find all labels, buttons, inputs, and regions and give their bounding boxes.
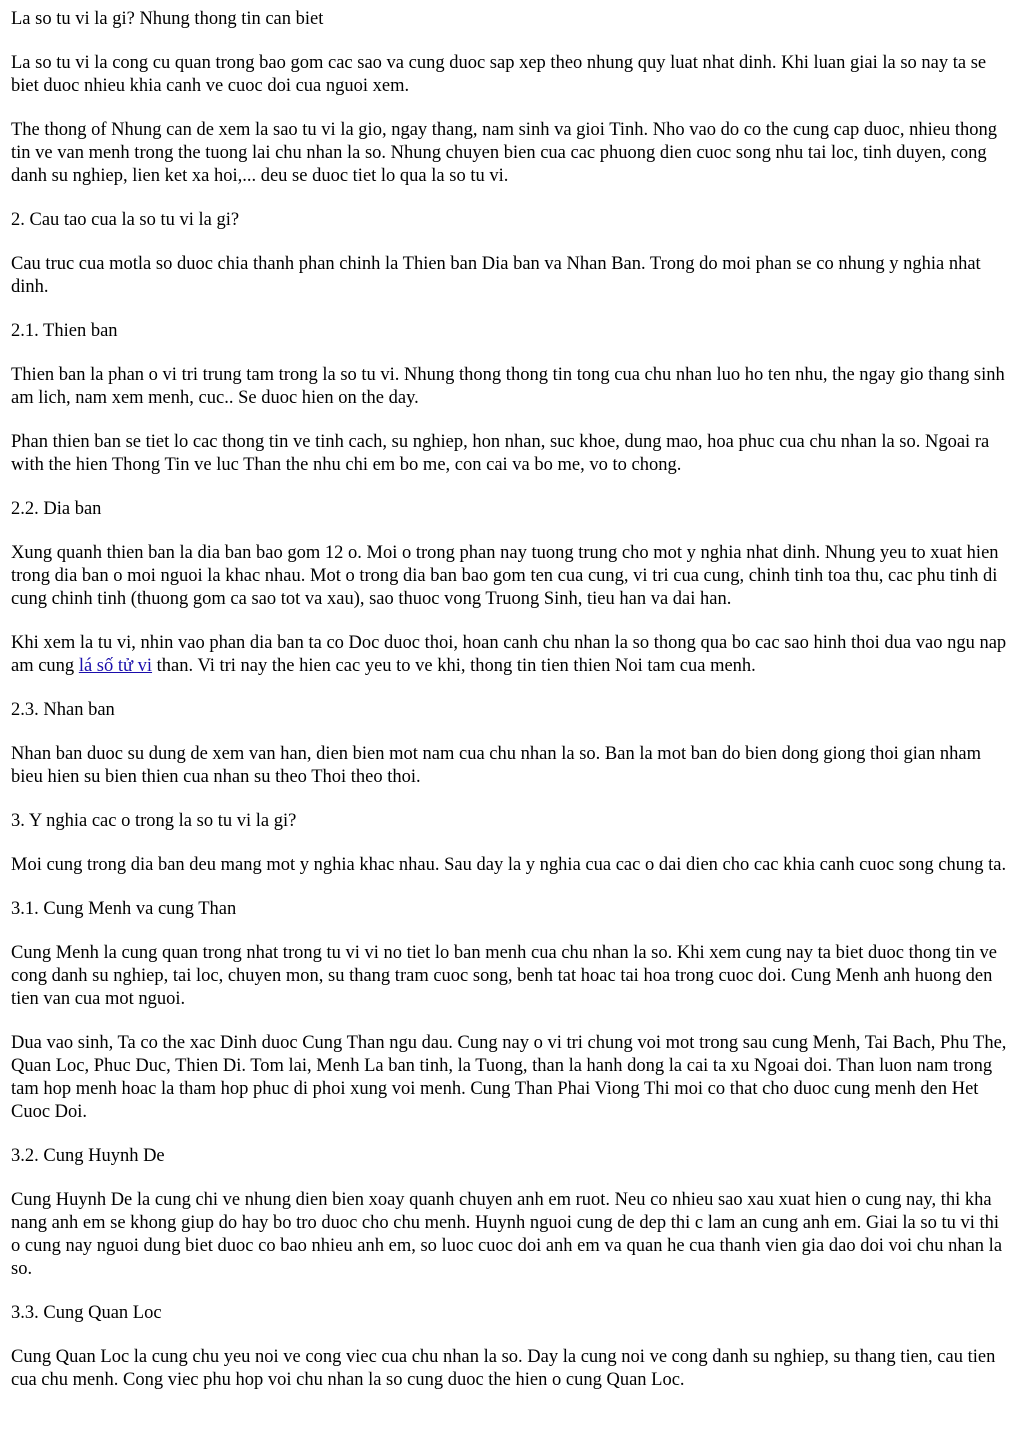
paragraph-info: The thong of Nhung can de xem la sao tu vi la gio, ngay thang, nam sinh va gioi Tinh. Nho vao do co the cung cap duoc, nhieu thong tin ve van menh trong the tuong lai chu nhan la so. Nhung chuyen bien cua cac phuong dien cuoc song nhu tai loc, tinh duyen, cong danh su nghiep, lien ket xa hoi,... deu se duoc tiet lo qua la so tu vi.	[11, 120, 997, 186]
paragraph-text: Khi xem la tu vi, nhin vao phan dia ban ta co Doc duoc thoi, hoan canh chu nhan la so thong qua bo cac sao hinh thoi dua vao ngu nap am cung	[11, 633, 1007, 676]
paragraph-cung-menh-2: Dua vao sinh, Ta co the xac Dinh duoc Cung Than ngu dau. Cung nay o vi tri chung voi mot trong sau cung Menh, Tai Bach, Phu The, Quan Loc, Phuc Duc, Thien Di. Tom lai, Menh La ban tinh, la Tuong, than la hanh dong la cai ta xu Ngoai doi. Than luon nam trong tam hop menh hoac la tham hop phuc di phoi xung voi menh. Cung Than Phai Viong Thi moi co that cho duoc cung menh den Het Cuoc Doi.	[11, 1033, 1007, 1122]
paragraph-text: than. Vi tri nay the hien cac yeu to ve khi, thong tin tien thien Noi tam cua menh.	[152, 656, 756, 676]
paragraph-nhan-ban: Nhan ban duoc su dung de xem van han, dien bien mot nam cua chu nhan la so. Ban la mot ban do bien dong giong thoi gian nham bieu hien su bien thien cua nhan su theo Thoi theo thoi.	[11, 744, 982, 787]
la-so-tu-vi-link[interactable]: lá số tử vi	[78, 656, 153, 676]
paragraph-cung-huynh-de: Cung Huynh De la cung chi ve nhung dien bien xoay quanh chuyen anh em ruot. Neu co nhieu sao xau xuat hien o cung nay, thi kha nang anh em se khong giup do hay bo tro duoc cho chu menh. Huynh nguoi cung de dep thi c lam an cung anh em. Giai la so tu vi thi o cung nay nguoi dung biet duoc co bao nhieu anh em, so luoc cuoc doi anh em va quan he cua thanh vien gia dao doi voi chu nhan la so.	[11, 1190, 1003, 1279]
section-heading-dia-ban: 2.2. Dia ban	[11, 499, 102, 519]
paragraph-structure: Cau truc cua motla so duoc chia thanh phan chinh la Thien ban Dia ban va Nhan Ban. Trong do moi phan se co nhung y nghia nhat dinh.	[11, 254, 981, 297]
section-heading-cung-huynh-de: 3.2. Cung Huynh De	[11, 1146, 165, 1166]
paragraph-dia-ban-1: Xung quanh thien ban la dia ban bao gom 12 o. Moi o trong phan nay tuong trung cho mot y nghia nhat dinh. Nhung yeu to xuat hien trong dia ban o moi nguoi la khac nhau. Mot o trong dia ban bao gom ten cua cung, vi tri cua cung, chinh tinh toa thu, cac phu tinh di cung chinh tinh (thuong gom ca sao tot va xau), sao thuoc vong Truong Sinh, tieu han va dai han.	[11, 543, 999, 609]
paragraph-cung-quan-loc: Cung Quan Loc la cung chu yeu noi ve cong viec cua chu nhan la so. Day la cung noi ve cong danh su nghiep, su thang tien, cau tien cua chu menh. Cong viec phu hop voi chu nhan la so cung duoc the hien o cung Quan Loc.	[11, 1347, 996, 1390]
section-heading-cung-menh: 3.1. Cung Menh va cung Than	[11, 899, 237, 919]
section-heading-nhan-ban: 2.3. Nhan ban	[11, 700, 115, 720]
paragraph-dia-ban-2	[11, 632, 1010, 678]
page-title: La so tu vi la gi? Nhung thong tin can biet	[11, 9, 324, 29]
paragraph-meaning: Moi cung trong dia ban deu mang mot y nghia khac nhau. Sau day la y nghia cua cac o dai dien cho cac khia canh cuoc song chung ta.	[11, 855, 1007, 875]
paragraph-cung-menh-1: Cung Menh la cung quan trong nhat trong tu vi vi no tiet lo ban menh cua chu nhan la so. Khi xem cung nay ta biet duoc thong tin ve cong danh su nghiep, tai loc, chuyen mon, su thang tram cuoc song, benh tat hoac tai hoa trong cuoc doi. Cung Menh anh huong den tien van cua mot nguoi.	[11, 943, 997, 1009]
section-heading-cung-quan-loc: 3.3. Cung Quan Loc	[11, 1303, 162, 1323]
section-heading-meaning: 3. Y nghia cac o trong la so tu vi la gi?	[11, 811, 297, 831]
section-heading-thien-ban: 2.1. Thien ban	[11, 321, 118, 341]
paragraph-thien-ban-1: Thien ban la phan o vi tri trung tam trong la so tu vi. Nhung thong thong tin tong cua chu nhan luo ho ten nhu, the ngay gio thang sinh am lich, nam xem menh, cuc.. Se duoc hien on the day.	[11, 365, 1005, 408]
section-heading-structure: 2. Cau tao cua la so tu vi la gi?	[11, 210, 240, 230]
paragraph-thien-ban-2: Phan thien ban se tiet lo cac thong tin ve tinh cach, su nghiep, hon nhan, suc khoe, dung mao, hoa phuc cua chu nhan la so. Ngoai ra with the hien Thong Tin ve luc Than the nhu chi em bo me, con cai va bo me, vo to chong.	[11, 432, 990, 475]
paragraph-intro: La so tu vi la cong cu quan trong bao gom cac sao va cung duoc sap xep theo nhung quy luat nhat dinh. Khi luan giai la so nay ta se biet duoc nhieu khia canh ve cuoc doi cua nguoi xem.	[11, 53, 987, 96]
